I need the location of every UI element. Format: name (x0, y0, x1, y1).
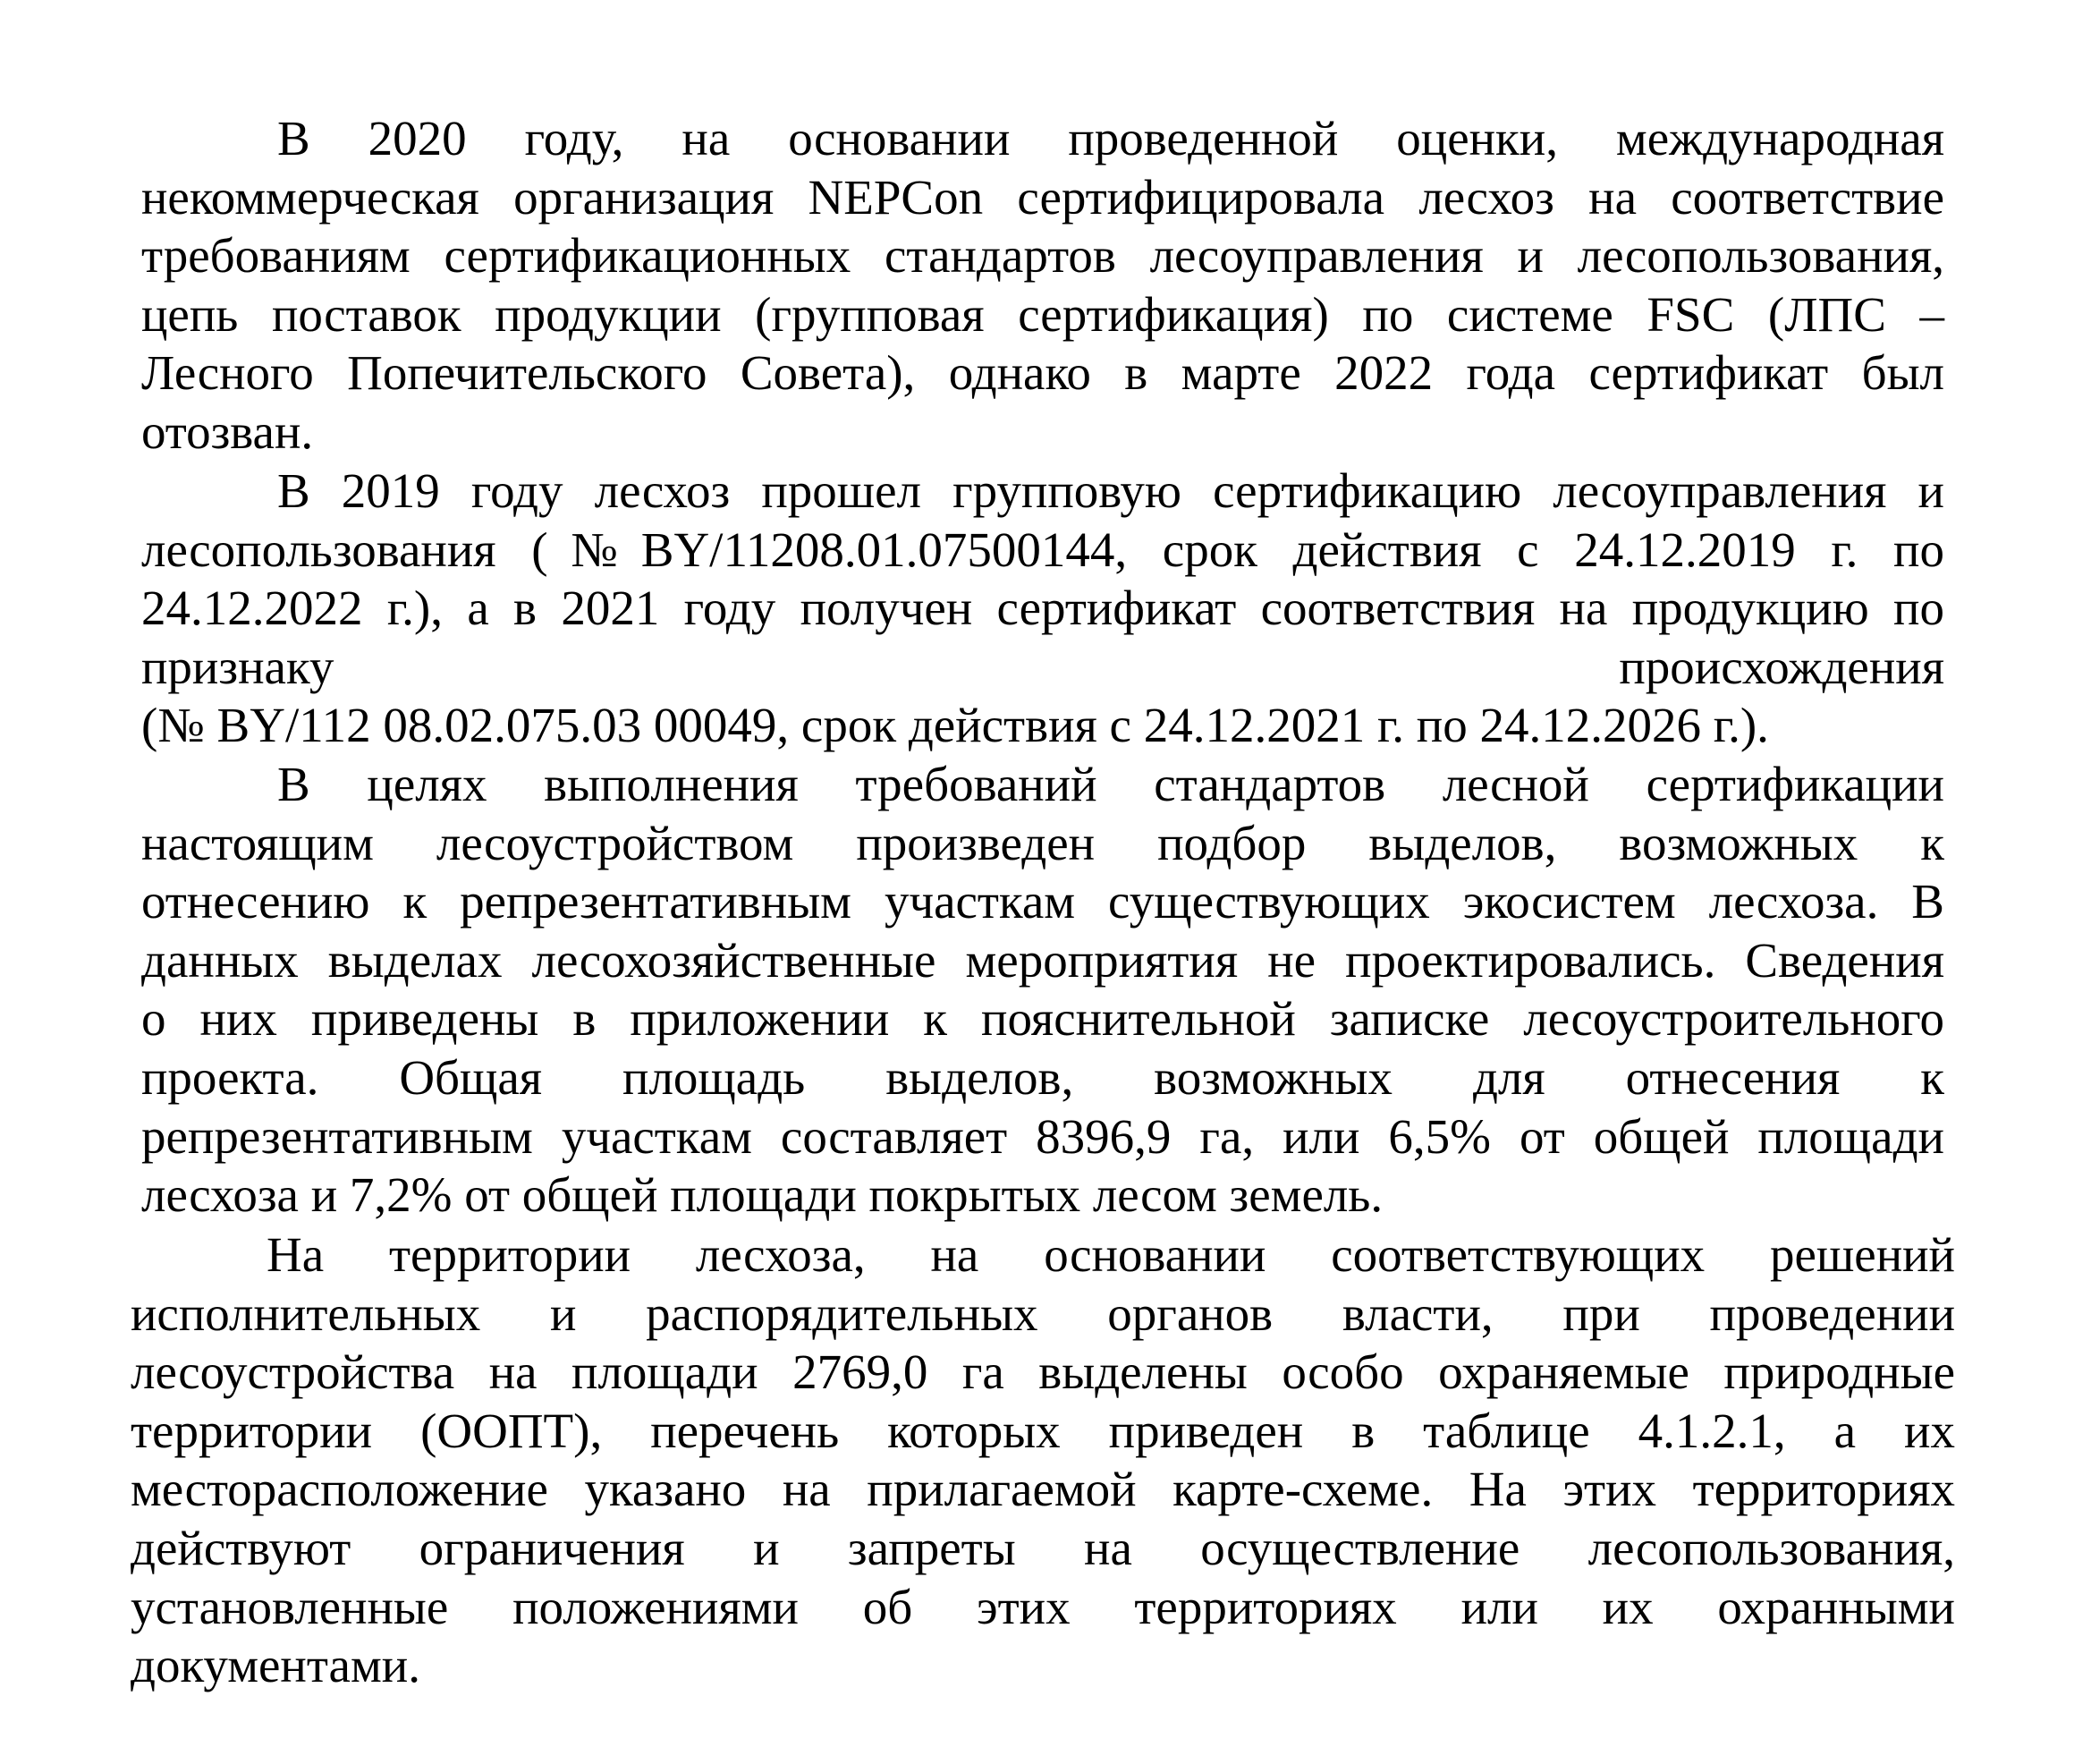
text-line: данных выделах лесохозяйственные мероприятия не проектировались. Сведения (141, 932, 1944, 988)
text-line: В 2020 году, на основании проведенной оценки, международная (277, 111, 1944, 165)
paragraph-group-certification-2019 (141, 462, 1944, 755)
text-line: цепь поставок продукции (групповая сертификация) по системе FSC (ЛПС – (141, 286, 1944, 342)
paragraph-nepcon-certification (141, 109, 1944, 462)
text-line: некоммерческая организация NEPCon сертифицировала лесхоз на соответствие (141, 169, 1944, 225)
text-line: настоящим лесоустройством произведен подбор выделов, возможных к (141, 815, 1944, 870)
text-line: Лесного Попечительского Совета), однако в марте 2022 года сертификат был (141, 345, 1944, 401)
text-line: месторасположение указано на прилагаемой карте-схеме. На этих территориях (131, 1462, 1955, 1517)
text-line: проекта. Общая площадь выделов, возможных для отнесения к (141, 1049, 1944, 1105)
text-line: действуют ограничения и запреты на осуществление лесопользования, (131, 1520, 1955, 1575)
text-line: В 2019 году лесхоз прошел групповую сертификацию лесоуправления и (277, 463, 1944, 518)
text-line: репрезентативным участкам составляет 8396,9 га, или 6,5% от общей площади (141, 1108, 1944, 1164)
text-line: лесоустройства на площади 2769,0 га выделены особо охраняемые природные (131, 1344, 1955, 1400)
text-line: лесопользования (№BY/11208.01.07500144, срок действия с 24.12.2019 г. по (141, 522, 1944, 577)
text-line: В целях выполнения требований стандартов лесной сертификации (277, 757, 1944, 811)
text-line: На территории лесхоза, на основании соответствующих решений (267, 1227, 1955, 1282)
text-line: документами. (131, 1638, 420, 1693)
text-line: исполнительных и распорядительных органов власти, при проведении (131, 1285, 1955, 1341)
text-line: (№ BY/112 08.02.075.03 00049, срок действия с 24.12.2021 г. по 24.12.2026 г.). (141, 698, 1769, 753)
text-line: отнесению к репрезентативным участкам существующих экосистем лесхоза. В (141, 874, 1944, 929)
text-line: установленные положениями об этих территориях или их охранными (131, 1579, 1955, 1634)
paragraph-protected-areas (131, 1225, 1955, 1695)
text-line: отозван. (141, 403, 314, 459)
text-line: лесхоза и 7,2% от общей площади покрытых лесом земель. (141, 1167, 1384, 1223)
text-line: признаку происхождения (141, 639, 1944, 694)
text-line: о них приведены в приложении к пояснительной записке лесоустроительного (141, 991, 1944, 1047)
text-line: территории (ООПТ), перечень которых приведен в таблице 4.1.2.1, а их (131, 1403, 1955, 1458)
text-line: 24.12.2022 г.), а в 2021 году получен сертификат соответствия на продукцию по (141, 581, 1944, 636)
text-line: требованиям сертификационных стандартов лесоуправления и лесопользования, (141, 228, 1944, 284)
paragraph-representative-plots (141, 755, 1944, 1225)
